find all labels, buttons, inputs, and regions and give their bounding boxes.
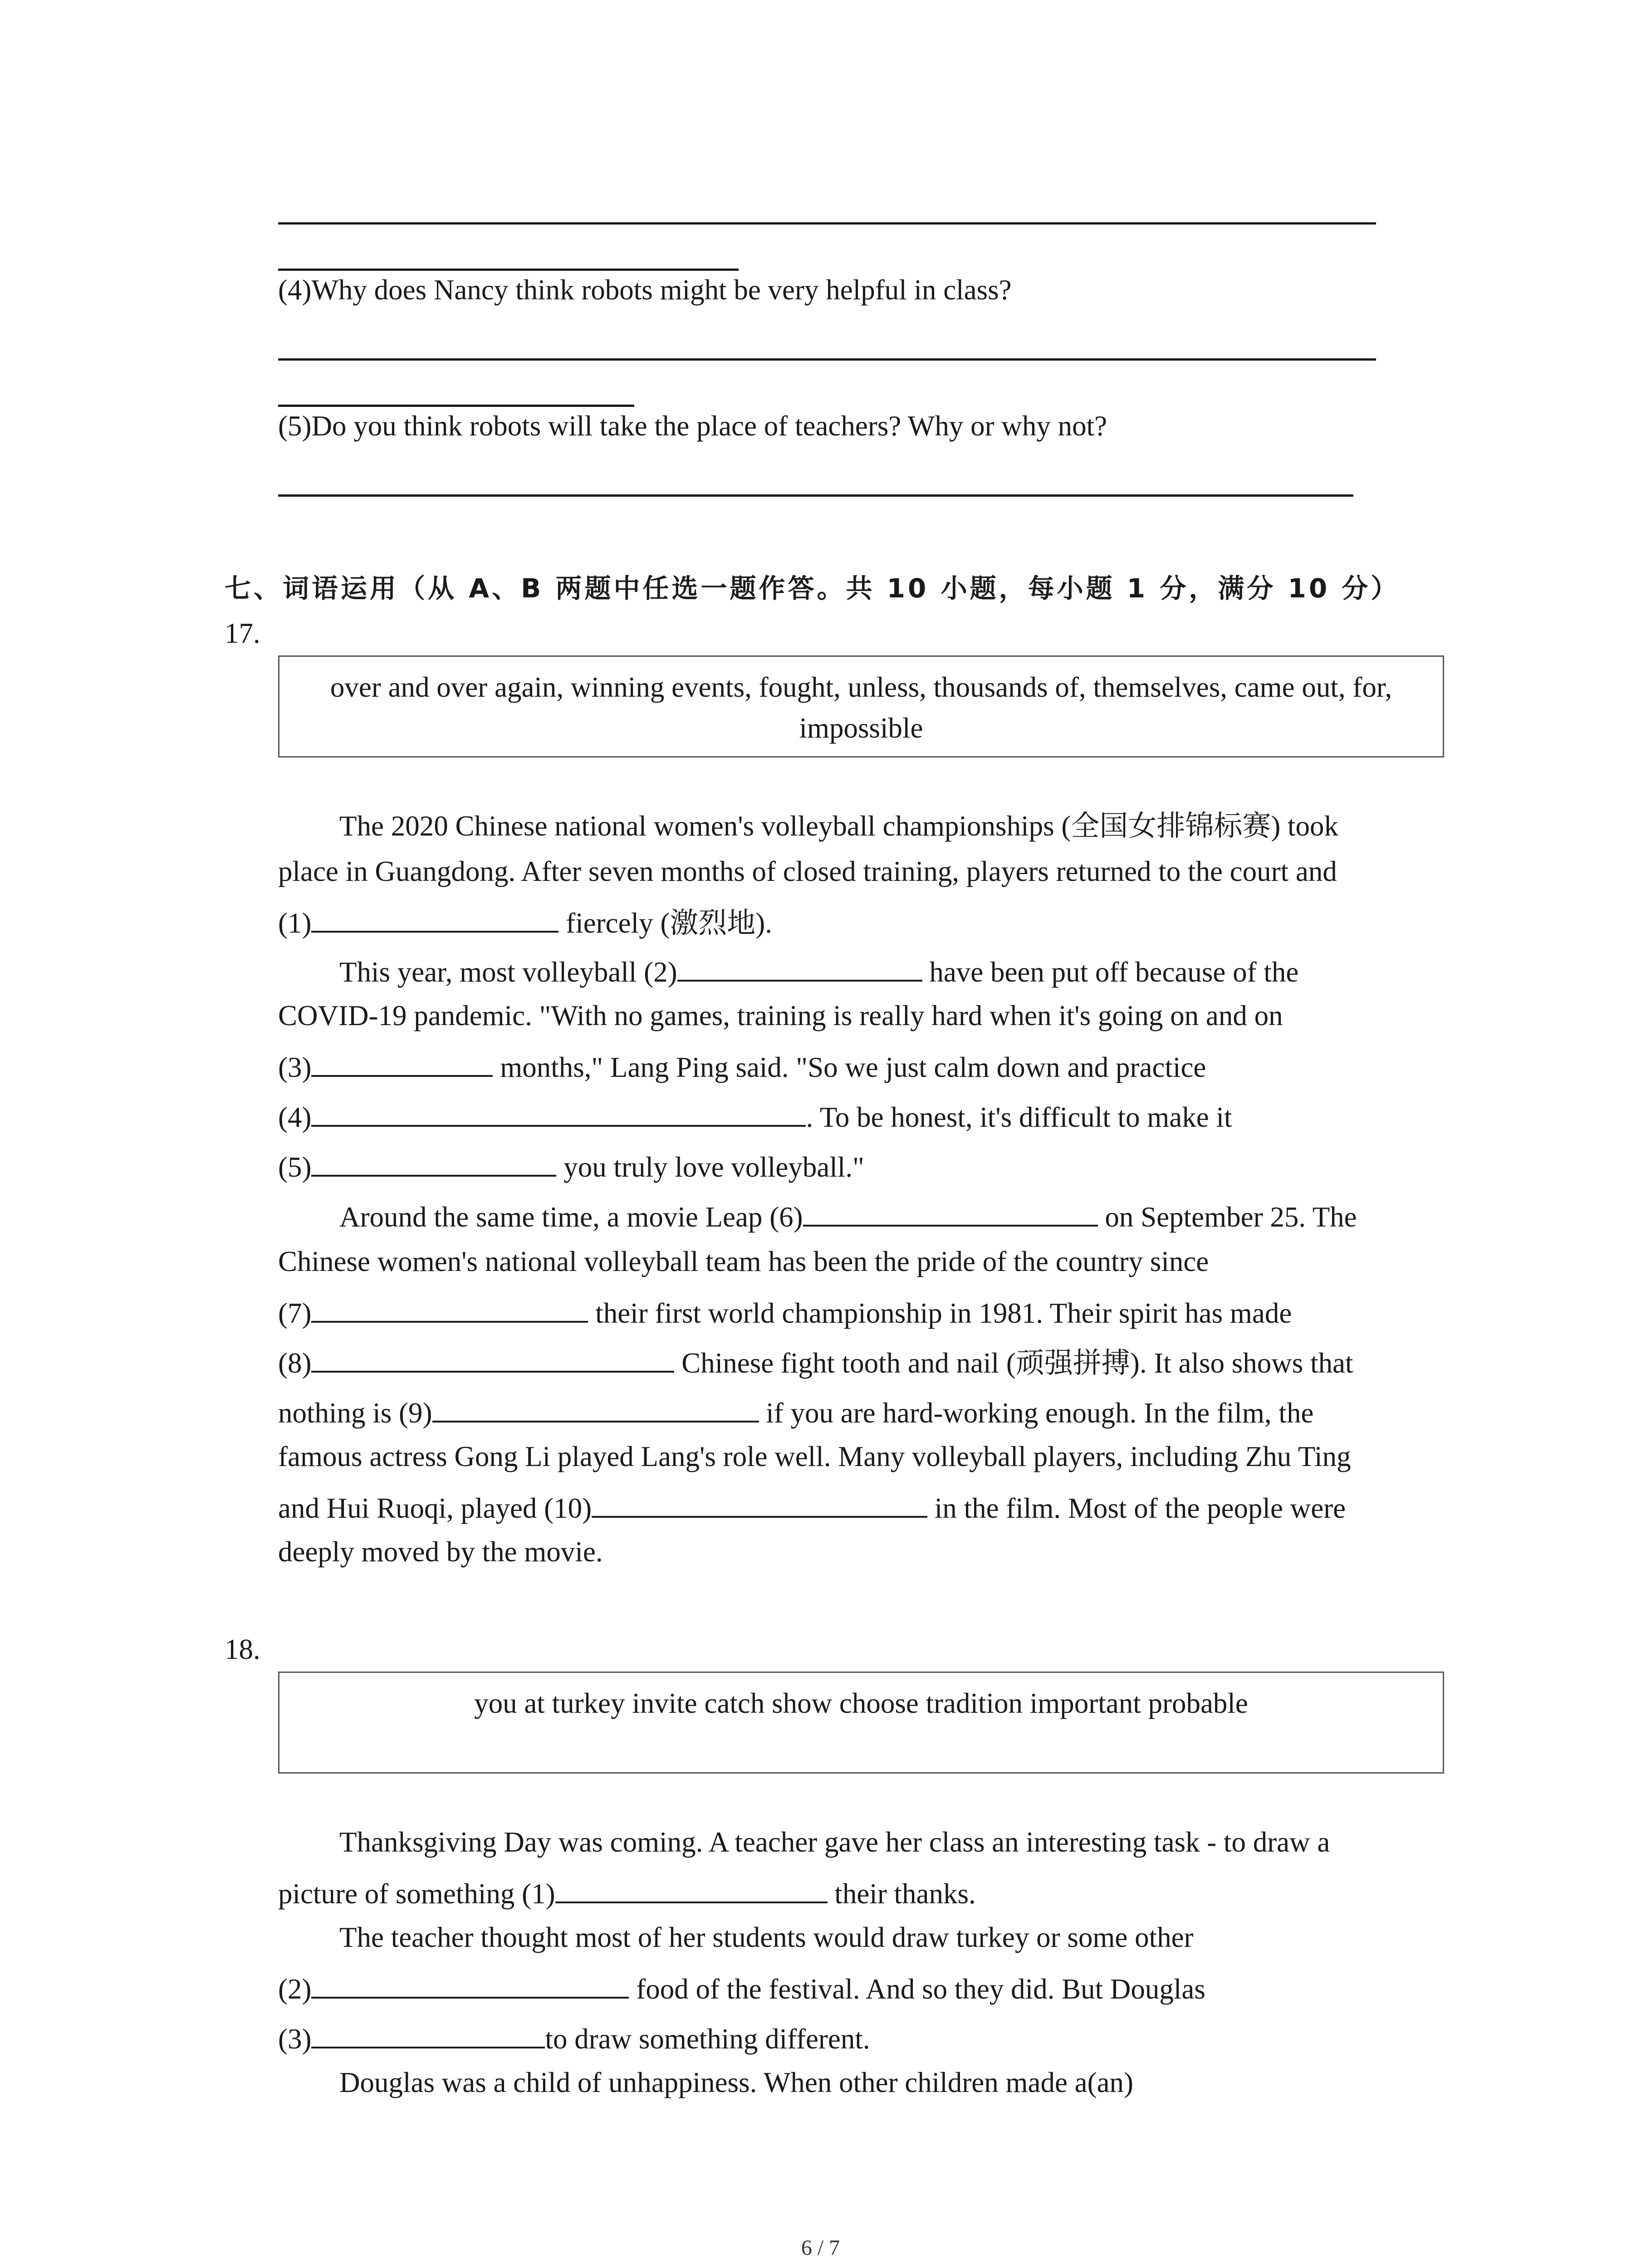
text-fragment: in the film. Most of the people were (927, 1492, 1346, 1524)
answer-line (278, 494, 1353, 497)
blank-1[interactable] (311, 907, 558, 933)
text-line: Chinese women's national volleyball team has been the pride of the country since (278, 1246, 1209, 1277)
text-line (278, 1297, 1292, 1328)
word-box-line: you at turkey invite catch show choose tradition important probable (474, 1687, 1248, 1719)
text-fragment: on September 25. The (1097, 1201, 1357, 1233)
text-line (278, 1051, 1206, 1082)
text-line: Thanksgiving Day was coming. A teacher gave her class an interesting task - to draw a (339, 1826, 1330, 1858)
text-fragment: food of the festival. And so they did. But Douglas (629, 1973, 1205, 2005)
blank-7[interactable] (311, 1297, 588, 1323)
blank-5[interactable] (311, 1151, 556, 1177)
text-line (278, 907, 772, 938)
text-line (278, 1973, 1205, 2004)
text-fragment: (4) (278, 1101, 312, 1133)
blank-2[interactable] (677, 956, 922, 982)
text-fragment: you truly love volleyball." (556, 1151, 864, 1183)
text-fragment: and Hui Ruoqi, played (10) (278, 1492, 592, 1524)
blank-4[interactable] (311, 1101, 806, 1127)
text-fragment: months," Lang Ping said. "So we just calm down and practice (493, 1051, 1206, 1083)
text-line: COVID-19 pandemic. "With no games, training is really hard when it's going on and on (278, 1000, 1283, 1031)
text-fragment: fiercely (激烈地). (558, 907, 773, 939)
blank-3[interactable] (311, 2023, 545, 2048)
text-line (278, 1878, 976, 1908)
text-line (278, 1347, 1353, 1378)
text-fragment: (2) (278, 1973, 312, 2005)
text-line (278, 956, 1298, 987)
answer-line-short (278, 405, 634, 407)
question-4: (4)Why does Nancy think robots might be very helpful in class? (278, 274, 1012, 306)
question-number-18: 18. (225, 1633, 260, 1665)
blank-10[interactable] (592, 1492, 927, 1518)
text-fragment: (1) (278, 907, 312, 939)
text-fragment: their first world championship in 1981. Their spirit has made (588, 1297, 1292, 1329)
text-line: place in Guangdong. After seven months of closed training, players returned to the court and (278, 855, 1337, 887)
blank-1[interactable] (555, 1878, 828, 1903)
text-line (278, 1201, 1357, 1232)
text-fragment: their thanks. (827, 1878, 976, 1910)
text-line: deeply moved by the movie. (278, 1536, 603, 1568)
word-box-18 (278, 1672, 1444, 1774)
text-fragment: (7) (278, 1297, 312, 1329)
text-line (278, 1397, 1313, 1427)
text-line (278, 1151, 864, 1182)
text-line: The teacher thought most of her students would draw turkey or some other (339, 1921, 1194, 1953)
text-fragment: (5) (278, 1151, 312, 1183)
text-fragment: Around the same time, a movie Leap (6) (339, 1201, 803, 1233)
blank-9[interactable] (432, 1397, 759, 1422)
question-5: (5)Do you think robots will take the place of teachers? Why or why not? (278, 410, 1107, 442)
blank-3[interactable] (311, 1051, 493, 1077)
blank-6[interactable] (803, 1201, 1098, 1227)
text-fragment: This year, most volleyball (2) (339, 956, 677, 988)
text-line (278, 1492, 1346, 1523)
text-fragment: nothing is (9) (278, 1397, 432, 1429)
answer-line (278, 222, 1376, 225)
page-number: 6 / 7 (801, 2236, 840, 2260)
text-line: The 2020 Chinese national women's volleyball championships (全国女排锦标赛) took (339, 810, 1339, 842)
text-fragment: have been put off because of the (922, 956, 1299, 988)
word-box-17 (278, 655, 1444, 758)
text-line: Douglas was a child of unhappiness. When other children made a(an) (339, 2067, 1134, 2098)
text-fragment: (3) (278, 2023, 312, 2055)
question-number-17: 17. (225, 617, 260, 649)
answer-line-short (278, 269, 739, 271)
text-fragment: . To be honest, it's difficult to make it (806, 1101, 1232, 1133)
word-box-line: impossible (799, 712, 923, 744)
blank-8[interactable] (311, 1347, 674, 1373)
blank-2[interactable] (311, 1973, 629, 1999)
text-fragment: picture of something (1) (278, 1878, 555, 1910)
text-line (278, 2023, 870, 2053)
text-fragment: if you are hard-working enough. In the film, the (759, 1397, 1314, 1429)
answer-line (278, 358, 1376, 361)
text-fragment: (3) (278, 1051, 312, 1083)
text-line (278, 1101, 1232, 1132)
text-fragment: to draw something different. (545, 2023, 870, 2055)
text-fragment: (8) (278, 1347, 312, 1379)
text-fragment: Chinese fight tooth and nail (顽强拼搏). It also shows that (674, 1347, 1353, 1379)
word-box-line: over and over again, winning events, fought, unless, thousands of, themselves, came out, for, (330, 671, 1392, 703)
text-line: famous actress Gong Li played Lang's role well. Many volleyball players, including Zhu Ting (278, 1441, 1351, 1472)
section-heading: 七、词语运用（从 A、B 两题中任选一题作答。共 10 小题，每小题 1 分，满分 10 分） (225, 573, 1400, 604)
